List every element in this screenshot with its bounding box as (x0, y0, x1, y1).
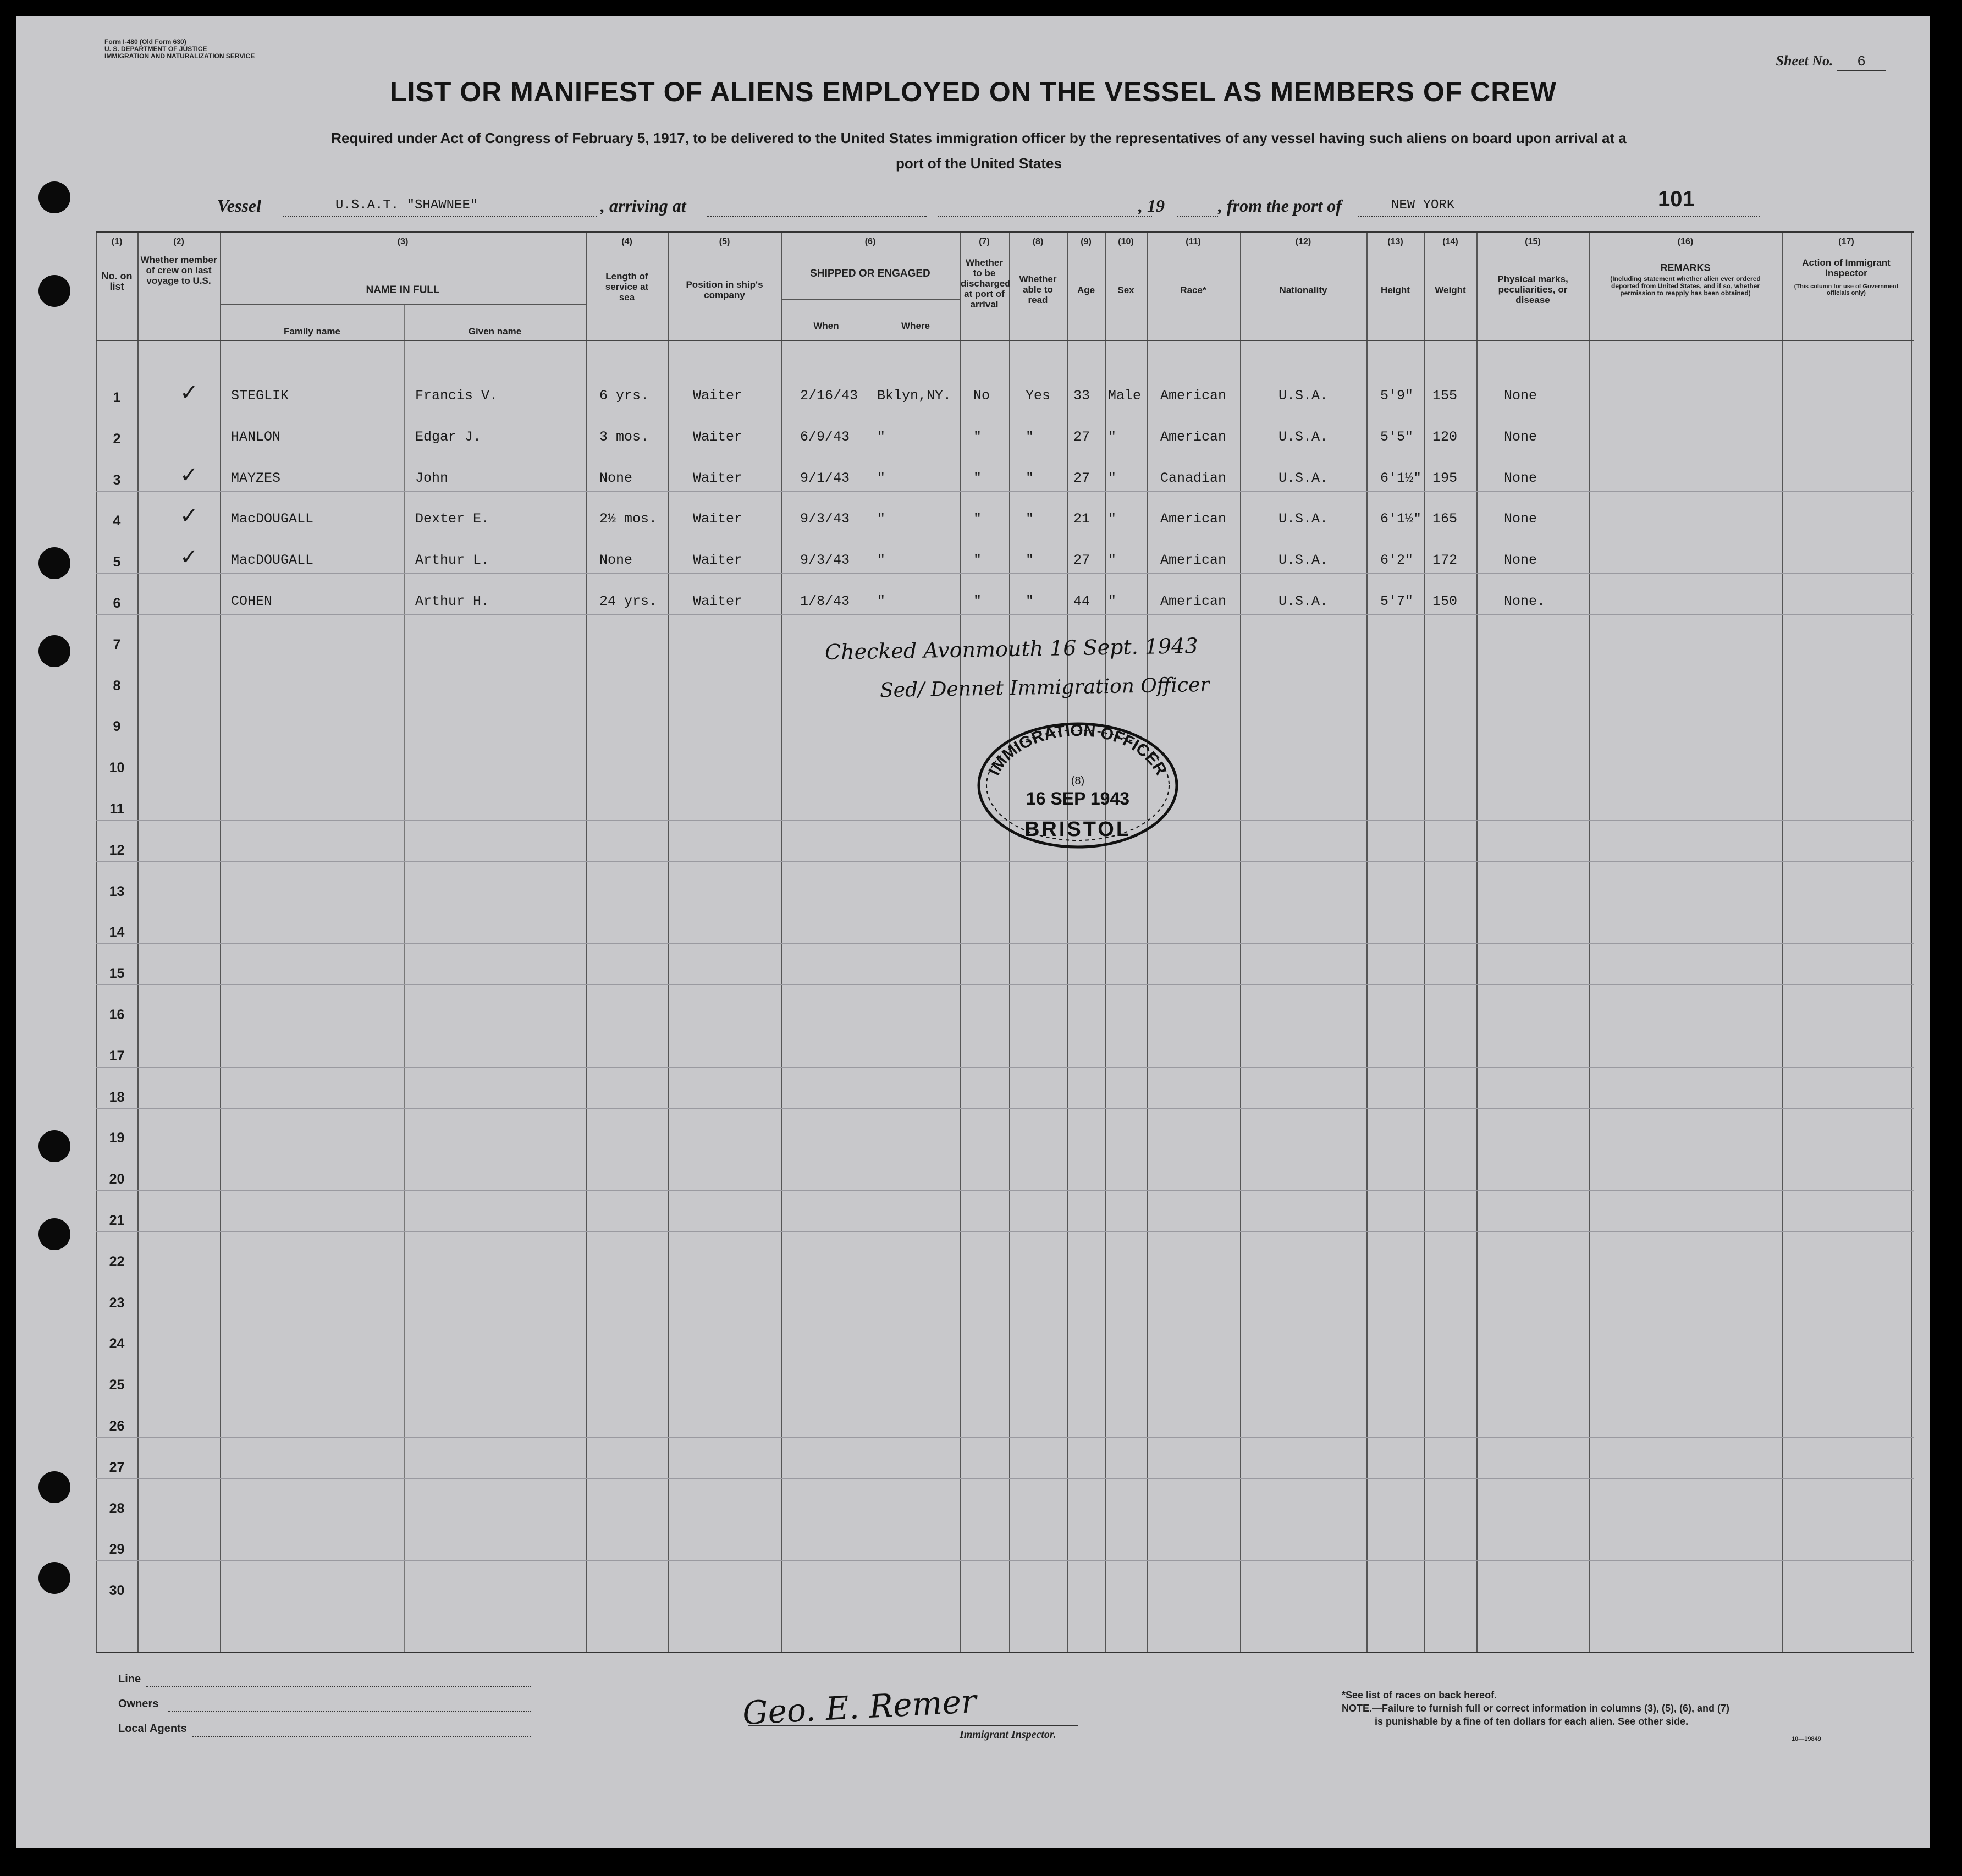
discharged: " (973, 511, 982, 527)
col-num: (3) (397, 237, 409, 246)
header-nationality: Nationality (1279, 285, 1327, 295)
header-weight: Weight (1435, 285, 1466, 295)
length-service: 6 yrs. (599, 388, 649, 404)
subtitle-line-1: Required under Act of Congress of February 5, 1917, to be delivered to the United States immigration officer by the representatives of any vessel having such aliens on board upon arrival at a (331, 130, 1627, 146)
physical-marks: None (1504, 511, 1537, 527)
header-race: Race* (1180, 285, 1206, 295)
age: 33 (1073, 388, 1090, 404)
height: 6'2" (1380, 552, 1414, 569)
nationality: U.S.A. (1278, 470, 1329, 486)
header-where: Where (901, 321, 930, 331)
row-number: 9 (113, 719, 121, 735)
row-number: 20 (109, 1171, 125, 1187)
header-given-name: Given name (468, 326, 522, 337)
punch-hole (38, 1562, 70, 1594)
punch-hole (38, 181, 70, 213)
stamp-bottom-text: BRISTOL (1024, 818, 1132, 841)
row-number: 5 (113, 554, 121, 570)
row-number: 30 (109, 1583, 125, 1599)
shipped-where: " (877, 593, 886, 609)
header-remarks: REMARKS (1660, 262, 1711, 273)
age: 27 (1073, 552, 1090, 569)
col-num: (16) (1677, 237, 1694, 246)
header-family-name: Family name (284, 326, 340, 337)
shipped-where: Bklyn,NY. (877, 388, 952, 404)
col-num: (6) (864, 237, 876, 246)
weight: 172 (1432, 552, 1458, 569)
age: 21 (1073, 511, 1090, 527)
shipped-when: 6/9/43 (800, 428, 850, 445)
row-number: 16 (109, 1007, 125, 1022)
physical-marks: None (1504, 428, 1537, 445)
row-number: 8 (113, 678, 121, 694)
year-underline (1177, 216, 1218, 217)
row-number: 29 (109, 1542, 125, 1558)
race: American (1160, 593, 1227, 609)
row-number: 24 (109, 1336, 125, 1352)
given-name: Arthur H. (415, 593, 490, 609)
col-num: (7) (979, 237, 990, 246)
length-service: 2½ mos. (599, 511, 658, 527)
check-mark: ✓ (180, 544, 199, 570)
position: Waiter (693, 388, 743, 404)
age: 44 (1073, 593, 1090, 609)
arriving-label: , arriving at (600, 196, 686, 216)
punch-hole (38, 635, 70, 667)
agents-label: Local Agents (118, 1723, 187, 1735)
row-number: 28 (109, 1500, 125, 1516)
vessel-underline (283, 216, 597, 217)
signature-underline (748, 1725, 1078, 1726)
race: American (1160, 511, 1227, 527)
shipped-where: " (877, 470, 886, 486)
col-num: (10) (1118, 237, 1134, 246)
given-name: Edgar J. (415, 428, 482, 445)
able-to-read: " (1026, 470, 1034, 486)
height: 5'5" (1380, 428, 1414, 445)
col-num: (12) (1295, 237, 1311, 246)
race-note: *See list of races on back hereof. (1342, 1690, 1497, 1701)
row-number: 2 (113, 431, 121, 447)
physical-marks: None (1504, 552, 1537, 569)
row-number: 1 (113, 390, 121, 405)
discharged: " (973, 428, 982, 445)
header-age: Age (1077, 285, 1095, 295)
nationality: U.S.A. (1278, 511, 1329, 527)
sheet-value: 6 (1837, 53, 1886, 71)
position: Waiter (693, 511, 743, 527)
race: Canadian (1160, 470, 1227, 486)
row-number: 4 (113, 513, 121, 529)
row-number: 14 (109, 925, 125, 940)
header-action-inspector: Action of Immigrant Inspector (1802, 257, 1891, 278)
row-number: 21 (109, 1213, 125, 1228)
date-underline (938, 216, 1152, 217)
row-rule (96, 1067, 1914, 1068)
line-underline (146, 1686, 531, 1687)
punch-hole (38, 275, 70, 307)
given-name: John (415, 470, 449, 486)
col-num: (8) (1032, 237, 1044, 246)
row-rule (96, 573, 1914, 574)
fine-note-1: NOTE.—Failure to furnish full or correct information in columns (3), (5), (6), and (7) (1342, 1703, 1730, 1714)
owners-label: Owners (118, 1698, 159, 1710)
nationality: U.S.A. (1278, 593, 1329, 609)
print-code: 10—19849 (1792, 1736, 1821, 1742)
header-last-voyage: Whether member of crew on last voyage to U.S. (140, 255, 217, 286)
weight: 195 (1432, 470, 1458, 486)
header-height: Height (1381, 285, 1410, 295)
physical-marks: None (1504, 388, 1537, 404)
col-num: (2) (173, 237, 184, 246)
crew-table (96, 231, 1914, 1653)
col-num: (1) (111, 237, 123, 246)
shipped-when: 9/3/43 (800, 511, 850, 527)
department: U. S. DEPARTMENT OF JUSTICE (104, 45, 207, 53)
row-number: 25 (109, 1377, 125, 1393)
shipped-when: 9/3/43 (800, 552, 850, 569)
position: Waiter (693, 470, 743, 486)
header-when: When (813, 321, 839, 331)
service: IMMIGRATION AND NATURALIZATION SERVICE (104, 52, 255, 60)
row-rule (96, 614, 1914, 615)
row-rule (96, 1437, 1914, 1438)
col-num: (5) (719, 237, 730, 246)
header-no-on-list: No. on list (101, 271, 133, 292)
year-label: , 19 (1138, 196, 1165, 216)
document-subtitle (126, 125, 1831, 176)
from-port-label: , from the port of (1218, 196, 1342, 216)
handwritten-checked: Checked Avonmouth 16 Sept. 1943 (824, 634, 1198, 664)
punch-hole (38, 1218, 70, 1250)
punch-hole (38, 547, 70, 579)
weight: 165 (1432, 511, 1458, 527)
discharged: " (973, 552, 982, 569)
inspector-label: Immigrant Inspector. (960, 1729, 1056, 1741)
row-rule (96, 1478, 1914, 1479)
row-number: 23 (109, 1295, 125, 1311)
sex: Male (1108, 388, 1142, 404)
family-name: COHEN (231, 593, 273, 609)
height: 5'7" (1380, 593, 1414, 609)
given-name: Francis V. (415, 388, 498, 404)
weight: 155 (1432, 388, 1458, 404)
able-to-read: " (1026, 593, 1034, 609)
given-name: Arthur L. (415, 552, 490, 569)
family-name: HANLON (231, 428, 281, 445)
check-mark: ✓ (180, 462, 199, 488)
row-rule (96, 861, 1914, 862)
row-number: 19 (109, 1130, 125, 1146)
physical-marks: None. (1504, 593, 1546, 609)
sex: " (1108, 470, 1117, 486)
shipped-where: " (877, 511, 886, 527)
race: American (1160, 428, 1227, 445)
row-rule (96, 984, 1914, 985)
nationality: U.S.A. (1278, 388, 1329, 404)
header-action-note: (This column for use of Government officials only) (1794, 283, 1899, 296)
given-name: Dexter E. (415, 511, 490, 527)
port-underline (1358, 216, 1760, 217)
row-rule (96, 1108, 1914, 1109)
from-port: NEW YORK (1391, 198, 1455, 213)
able-to-read: " (1026, 428, 1034, 445)
shipped-when: 1/8/43 (800, 593, 850, 609)
row-number: 6 (113, 596, 121, 611)
sheet-label: Sheet No. (1776, 53, 1833, 69)
row-number: 11 (109, 801, 124, 817)
col-num: (4) (621, 237, 632, 246)
weight: 120 (1432, 428, 1458, 445)
vessel-name: U.S.A.T. "SHAWNEE" (335, 198, 478, 213)
stamp-top-text: IMMIGRATION OFFICER (985, 721, 1171, 779)
length-service: 3 mos. (599, 428, 649, 445)
row-number: 27 (109, 1459, 125, 1475)
sex: " (1108, 428, 1117, 445)
punch-hole (38, 1471, 70, 1503)
row-number: 10 (109, 760, 125, 776)
header-length-service: Length of service at sea (605, 271, 649, 302)
owners-underline (168, 1711, 531, 1712)
height: 6'1½" (1380, 470, 1422, 486)
shipped-where: " (877, 552, 886, 569)
weight: 150 (1432, 593, 1458, 609)
document-title: LIST OR MANIFEST OF ALIENS EMPLOYED ON THE VESSEL AS MEMBERS OF CREW (390, 76, 1557, 107)
height: 6'1½" (1380, 511, 1422, 527)
row-number: 13 (109, 883, 125, 899)
row-rule (96, 1231, 1914, 1232)
row-number: 17 (109, 1048, 125, 1064)
sex: " (1108, 511, 1117, 527)
row-number: 22 (109, 1253, 125, 1269)
family-name: STEGLIK (231, 388, 289, 404)
race: American (1160, 552, 1227, 569)
sex: " (1108, 593, 1117, 609)
position: Waiter (693, 552, 743, 569)
height: 5'9" (1380, 388, 1414, 404)
punch-hole (38, 1130, 70, 1162)
row-number: 7 (113, 636, 121, 652)
arriving-underline (707, 216, 927, 217)
able-to-read: " (1026, 511, 1034, 527)
row-rule (96, 943, 1914, 944)
shipped-when: 9/1/43 (800, 470, 850, 486)
position: Waiter (693, 593, 743, 609)
line-label: Line (118, 1673, 141, 1685)
nationality: U.S.A. (1278, 428, 1329, 445)
age: 27 (1073, 428, 1090, 445)
svg-text:IMMIGRATION OFFICER (985, 722, 1171, 778)
handwritten-officer: Sed/ Dennet Immigration Officer (879, 673, 1210, 702)
header-discharged: Whether to be discharged at port of arrival (961, 257, 1011, 310)
header-able-read: Whether able to read (1019, 274, 1057, 305)
position: Waiter (693, 428, 743, 445)
stamp-mid-text: (8) (1071, 775, 1085, 787)
family-name: MAYZES (231, 470, 281, 486)
family-name: MacDOUGALL (231, 511, 314, 527)
physical-marks: None (1504, 470, 1537, 486)
immigration-stamp (973, 719, 1182, 851)
header-position: Position in ship's company (686, 279, 763, 300)
row-number: 15 (109, 966, 125, 982)
subtitle-line-2: port of the United States (896, 155, 1062, 172)
age: 27 (1073, 470, 1090, 486)
length-service: None (599, 470, 633, 486)
family-name: MacDOUGALL (231, 552, 314, 569)
row-rule (96, 491, 1914, 492)
col-num: (15) (1525, 237, 1541, 246)
col-num: (14) (1442, 237, 1458, 246)
discharged: " (973, 593, 982, 609)
form-header (104, 38, 255, 60)
row-number: 18 (109, 1089, 125, 1105)
row-number: 12 (109, 842, 125, 858)
check-mark: ✓ (180, 503, 199, 529)
header-name-in-full: NAME IN FULL (366, 284, 440, 296)
inspector-signature: Geo. E. Remer (741, 1682, 978, 1732)
able-to-read: " (1026, 552, 1034, 569)
length-service: 24 yrs. (599, 593, 658, 609)
race: American (1160, 388, 1227, 404)
check-mark: ✓ (180, 380, 199, 405)
col-num: (11) (1186, 237, 1201, 246)
form-number: Form I-480 (Old Form 630) (104, 38, 186, 46)
row-rule (96, 1560, 1914, 1561)
list-number: 101 (1658, 187, 1695, 211)
sex: " (1108, 552, 1117, 569)
sheet-number (1776, 53, 1887, 71)
discharged: No (973, 388, 990, 404)
row-number: 3 (113, 472, 121, 488)
stamp-date: 16 SEP 1943 (1026, 789, 1130, 808)
header-remarks-note: (Including statement whether alien ever ordered deported from United States, and if so, whether permission to reapply has been obtained) (1610, 275, 1761, 297)
header-shipped: SHIPPED OR ENGAGED (810, 268, 930, 279)
able-to-read: Yes (1026, 388, 1051, 404)
row-rule (96, 1190, 1914, 1191)
col-num: (9) (1081, 237, 1092, 246)
col-num: (17) (1838, 237, 1854, 246)
shipped-when: 2/16/43 (800, 388, 858, 404)
length-service: None (599, 552, 633, 569)
agents-underline (192, 1736, 531, 1737)
nationality: U.S.A. (1278, 552, 1329, 569)
fine-note-2: is punishable by a fine of ten dollars for each alien. See other side. (1375, 1716, 1689, 1727)
header-physical-marks: Physical marks, peculiarities, or disease (1497, 274, 1568, 305)
vessel-label: Vessel (217, 196, 261, 216)
row-number: 26 (109, 1418, 125, 1434)
discharged: " (973, 470, 982, 486)
col-num: (13) (1387, 237, 1403, 246)
header-sex: Sex (1117, 285, 1134, 295)
manifest-sheet (16, 16, 1930, 1848)
shipped-where: " (877, 428, 886, 445)
